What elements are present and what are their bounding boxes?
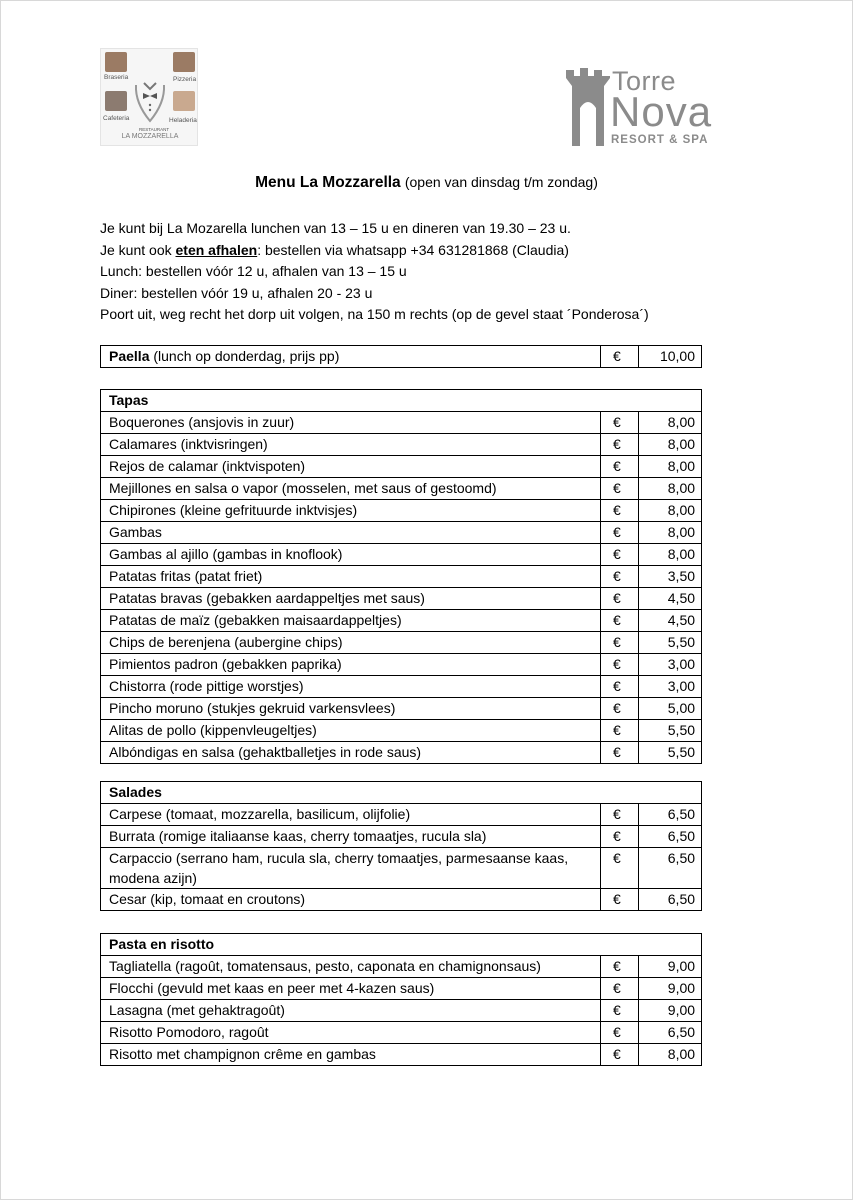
- table-row: [101, 632, 702, 654]
- dish-price: 5,50: [639, 632, 702, 654]
- currency: €: [601, 434, 639, 456]
- dish-name: Tagliatella (ragoût, tomatensaus, pesto, caponata en chamignonsaus): [101, 956, 601, 978]
- table-row: [101, 742, 702, 764]
- dish-name: Risotto Pomodoro, ragoût: [101, 1022, 601, 1044]
- dish-price: 8,00: [639, 478, 702, 500]
- dish-name: Carpaccio (serrano ham, rucula sla, cherry tomaatjes, parmesaanse kaas, modena azijn): [101, 848, 601, 889]
- currency: €: [601, 956, 639, 978]
- dish-name: Chips de berenjena (aubergine chips): [101, 632, 601, 654]
- hotel-logo: [560, 60, 720, 150]
- dish-price: 6,50: [639, 804, 702, 826]
- currency: €: [601, 1044, 639, 1066]
- paella-name: Paella: [109, 348, 150, 364]
- table-row: [101, 588, 702, 610]
- dish-price: 5,50: [639, 742, 702, 764]
- takeaway-label: eten afhalen: [175, 241, 258, 258]
- dish-price: 9,00: [639, 978, 702, 1000]
- dish-price: 8,00: [639, 1044, 702, 1066]
- currency: €: [601, 698, 639, 720]
- table-row: [101, 412, 702, 434]
- dish-price: 8,00: [639, 456, 702, 478]
- currency: €: [601, 456, 639, 478]
- table-row: [101, 956, 702, 978]
- dish-price: 4,50: [639, 610, 702, 632]
- restaurant-logo: [100, 48, 198, 146]
- menu-heading: [0, 174, 853, 192]
- tapas-table: [100, 389, 702, 764]
- intro-text-part: : bestellen via whatsapp +34 631281868 (Claudia): [257, 241, 569, 258]
- table-row: [101, 654, 702, 676]
- table-row: [101, 676, 702, 698]
- section-title: Pasta en risotto: [101, 934, 702, 956]
- currency: €: [601, 588, 639, 610]
- menu-subtitle: (open van dinsdag t/m zondag): [404, 174, 598, 190]
- currency: €: [601, 566, 639, 588]
- table-row: [101, 434, 702, 456]
- dish-price: 8,00: [639, 544, 702, 566]
- logo-text-resort: RESORT & SPA: [611, 134, 709, 146]
- currency: €: [601, 826, 639, 848]
- intro-line: Diner: bestellen vóór 19 u, afhalen 20 - 23 u: [100, 284, 373, 301]
- photo-thumbnail: [105, 52, 127, 72]
- paella-table: [100, 345, 702, 368]
- dish-name: Rejos de calamar (inktvispoten): [101, 456, 601, 478]
- menu-title: Menu La Mozzarella: [255, 174, 401, 191]
- logo-text-torre: Torre: [612, 66, 677, 96]
- dish-price: 8,00: [639, 434, 702, 456]
- dish-name: Patatas fritas (patat friet): [101, 566, 601, 588]
- table-row: [101, 848, 702, 889]
- table-row: [101, 610, 702, 632]
- intro-text-part: Je kunt ook: [100, 241, 176, 258]
- table-row: [101, 978, 702, 1000]
- dish-name: Chipirones (kleine gefrituurde inktvisjes): [101, 500, 601, 522]
- currency: €: [601, 632, 639, 654]
- dish-price: 3,00: [639, 654, 702, 676]
- pasta-table: [100, 933, 702, 1066]
- tower-icon: [564, 64, 612, 148]
- dish-name: Patatas bravas (gebakken aardappeltjes met saus): [101, 588, 601, 610]
- dish-price: 6,50: [639, 1022, 702, 1044]
- currency: €: [601, 500, 639, 522]
- dish-name: Albóndigas en salsa (gehaktballetjes in rode saus): [101, 742, 601, 764]
- currency: €: [601, 412, 639, 434]
- logo-label-cafeteria: Cafeteria: [103, 115, 130, 122]
- dish-name: Cesar (kip, tomaat en croutons): [101, 889, 601, 911]
- dish-price: 6,50: [639, 826, 702, 848]
- dish-price: 3,50: [639, 566, 702, 588]
- currency: €: [601, 848, 639, 889]
- table-row: [101, 826, 702, 848]
- currency: €: [601, 1022, 639, 1044]
- currency: €: [601, 654, 639, 676]
- dish-name: Risotto met champignon crême en gambas: [101, 1044, 601, 1066]
- table-row: [101, 889, 702, 911]
- waiter-icon: [131, 63, 169, 123]
- table-row: [101, 456, 702, 478]
- dish-name: Gambas: [101, 522, 601, 544]
- dish-name: Mejillones en salsa o vapor (mosselen, met saus of gestoomd): [101, 478, 601, 500]
- section-header-row: [101, 782, 702, 804]
- logo-name: LA MOZZARELLA: [121, 133, 179, 140]
- logo-label-heladeria: Heladeria: [169, 117, 197, 124]
- dish-name: [101, 346, 601, 368]
- intro-line: Je kunt bij La Mozarella lunchen van 13 – 15 u en dineren van 19.30 – 23 u.: [100, 220, 571, 236]
- logo-label-braseria: Braseria: [104, 74, 129, 81]
- dish-name: Pimientos padron (gebakken paprika): [101, 654, 601, 676]
- currency: €: [601, 978, 639, 1000]
- table-row: [101, 1044, 702, 1066]
- logo-small-text: RESTAURANT: [139, 127, 170, 132]
- photo-thumbnail: [173, 52, 195, 72]
- dish-price: 8,00: [639, 522, 702, 544]
- dish-price: 4,50: [639, 588, 702, 610]
- dish-name: Burrata (romige italiaanse kaas, cherry tomaatjes, rucula sla): [101, 826, 601, 848]
- table-row: [101, 1022, 702, 1044]
- currency: €: [601, 544, 639, 566]
- dish-name: Pincho moruno (stukjes gekruid varkensvlees): [101, 698, 601, 720]
- intro-line: Poort uit, weg recht het dorp uit volgen, na 150 m rechts (op de gevel staat ´Ponderosa´): [100, 306, 649, 322]
- table-row: [101, 698, 702, 720]
- dish-price: 6,50: [639, 889, 702, 911]
- dish-name: Calamares (inktvisringen): [101, 434, 601, 456]
- currency: €: [601, 610, 639, 632]
- dish-name: Gambas al ajillo (gambas in knoflook): [101, 544, 601, 566]
- logo-label-pizzeria: Pizzeria: [173, 76, 197, 83]
- table-row: [101, 544, 702, 566]
- table-row: [101, 522, 702, 544]
- dish-name: Boquerones (ansjovis in zuur): [101, 412, 601, 434]
- logo-text-nova: Nova: [610, 88, 713, 135]
- section-title: Salades: [101, 782, 702, 804]
- currency: €: [601, 1000, 639, 1022]
- salades-table: [100, 781, 702, 911]
- paella-note: (lunch op donderdag, prijs pp): [149, 348, 340, 364]
- table-row: [101, 804, 702, 826]
- currency: €: [601, 522, 639, 544]
- currency: €: [601, 720, 639, 742]
- dish-name: Chistorra (rode pittige worstjes): [101, 676, 601, 698]
- currency: €: [601, 889, 639, 911]
- table-row: [101, 720, 702, 742]
- table-row: [101, 346, 702, 368]
- currency: €: [601, 346, 639, 368]
- dish-price: 9,00: [639, 1000, 702, 1022]
- dish-name: Alitas de pollo (kippenvleugeltjes): [101, 720, 601, 742]
- dish-name: Carpese (tomaat, mozzarella, basilicum, olijfolie): [101, 804, 601, 826]
- photo-thumbnail: [105, 91, 127, 111]
- section-title: Tapas: [101, 390, 702, 412]
- section-header-row: [101, 390, 702, 412]
- intro-text: [100, 218, 649, 326]
- currency: €: [601, 742, 639, 764]
- dish-name: Flocchi (gevuld met kaas en peer met 4-kazen saus): [101, 978, 601, 1000]
- table-row: [101, 478, 702, 500]
- currency: €: [601, 676, 639, 698]
- currency: €: [601, 804, 639, 826]
- section-header-row: [101, 934, 702, 956]
- table-row: [101, 1000, 702, 1022]
- photo-thumbnail: [173, 91, 195, 111]
- dish-price: 5,00: [639, 698, 702, 720]
- dish-price: 5,50: [639, 720, 702, 742]
- table-row: [101, 566, 702, 588]
- dish-price: 10,00: [639, 346, 702, 368]
- dish-price: 6,50: [639, 848, 702, 889]
- intro-line: [100, 240, 649, 262]
- dish-name: Patatas de maïz (gebakken maisaardappeltjes): [101, 610, 601, 632]
- dish-price: 8,00: [639, 500, 702, 522]
- dish-price: 9,00: [639, 956, 702, 978]
- table-row: [101, 500, 702, 522]
- dish-name: Lasagna (met gehaktragoût): [101, 1000, 601, 1022]
- currency: €: [601, 478, 639, 500]
- dish-price: 3,00: [639, 676, 702, 698]
- intro-line: Lunch: bestellen vóór 12 u, afhalen van 13 – 15 u: [100, 263, 407, 279]
- dish-price: 8,00: [639, 412, 702, 434]
